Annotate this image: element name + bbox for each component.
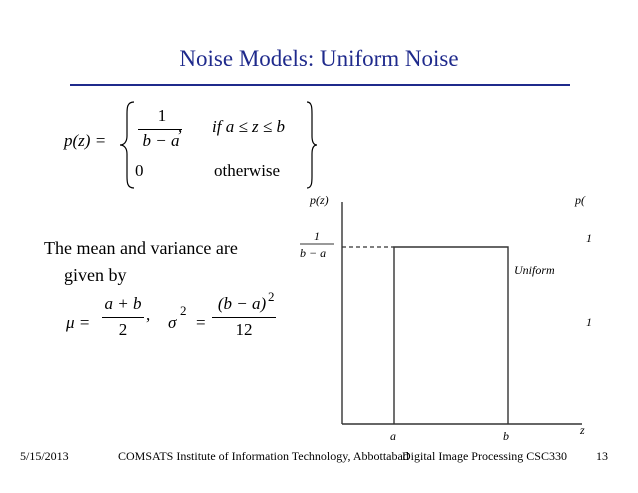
plot-tick-a: a bbox=[390, 429, 396, 443]
uniform-pdf-plot bbox=[290, 190, 638, 445]
variance-sigma: σ bbox=[168, 313, 177, 332]
mean-numerator: a + b bbox=[104, 294, 142, 313]
variance-sigma-exponent: 2 bbox=[180, 303, 187, 318]
case1-fraction-bar bbox=[138, 129, 182, 130]
footer-course: Digital Image Processing CSC330 bbox=[402, 449, 567, 463]
pdf-lhs: p(z) = bbox=[64, 131, 107, 150]
footer-page-number: 13 bbox=[596, 449, 608, 463]
plot-tick-b: b bbox=[503, 429, 509, 443]
right-brace bbox=[305, 100, 319, 190]
body-text-line2: given by bbox=[64, 265, 127, 285]
variance-numerator-exponent: 2 bbox=[268, 289, 275, 304]
mean-comma: , bbox=[146, 305, 151, 324]
variance-numerator: (b − a) bbox=[217, 294, 267, 313]
mean-denominator: 2 bbox=[118, 320, 128, 339]
title-underline bbox=[70, 84, 570, 86]
footer-date: 5/15/2013 bbox=[20, 449, 69, 463]
cut-off-mark-1: 1 bbox=[586, 231, 592, 245]
plot-level-denominator: b − a bbox=[300, 246, 327, 260]
case1-condition: if a ≤ z ≤ b bbox=[212, 117, 285, 136]
mean-fraction-bar bbox=[102, 317, 144, 318]
slide-title: Noise Models: Uniform Noise bbox=[179, 46, 459, 71]
plot-uniform-curve bbox=[394, 247, 508, 424]
body-text-line1: The mean and variance are bbox=[44, 238, 238, 258]
case1-numerator: 1 bbox=[157, 106, 167, 125]
mean-lhs: μ = bbox=[66, 313, 91, 332]
variance-fraction-bar bbox=[212, 317, 276, 318]
case2-condition: otherwise bbox=[214, 161, 281, 180]
footer-institute: COMSATS Institute of Information Technology, Abbottabad bbox=[118, 449, 409, 463]
plot-level-numerator: 1 bbox=[314, 229, 320, 243]
case1-denominator: b − a bbox=[142, 131, 180, 150]
plot-x-axis-label: z bbox=[580, 423, 585, 437]
variance-equals: = bbox=[196, 313, 206, 332]
case2-value: 0 bbox=[135, 161, 144, 180]
case1-comma: , bbox=[178, 117, 183, 136]
plot-curve-label: Uniform bbox=[514, 263, 555, 277]
cut-off-mark-2: 1 bbox=[586, 315, 592, 329]
variance-denominator: 12 bbox=[235, 320, 253, 339]
plot-y-axis-label: p(z) bbox=[310, 193, 329, 207]
cut-off-y-label: p( bbox=[575, 193, 585, 207]
